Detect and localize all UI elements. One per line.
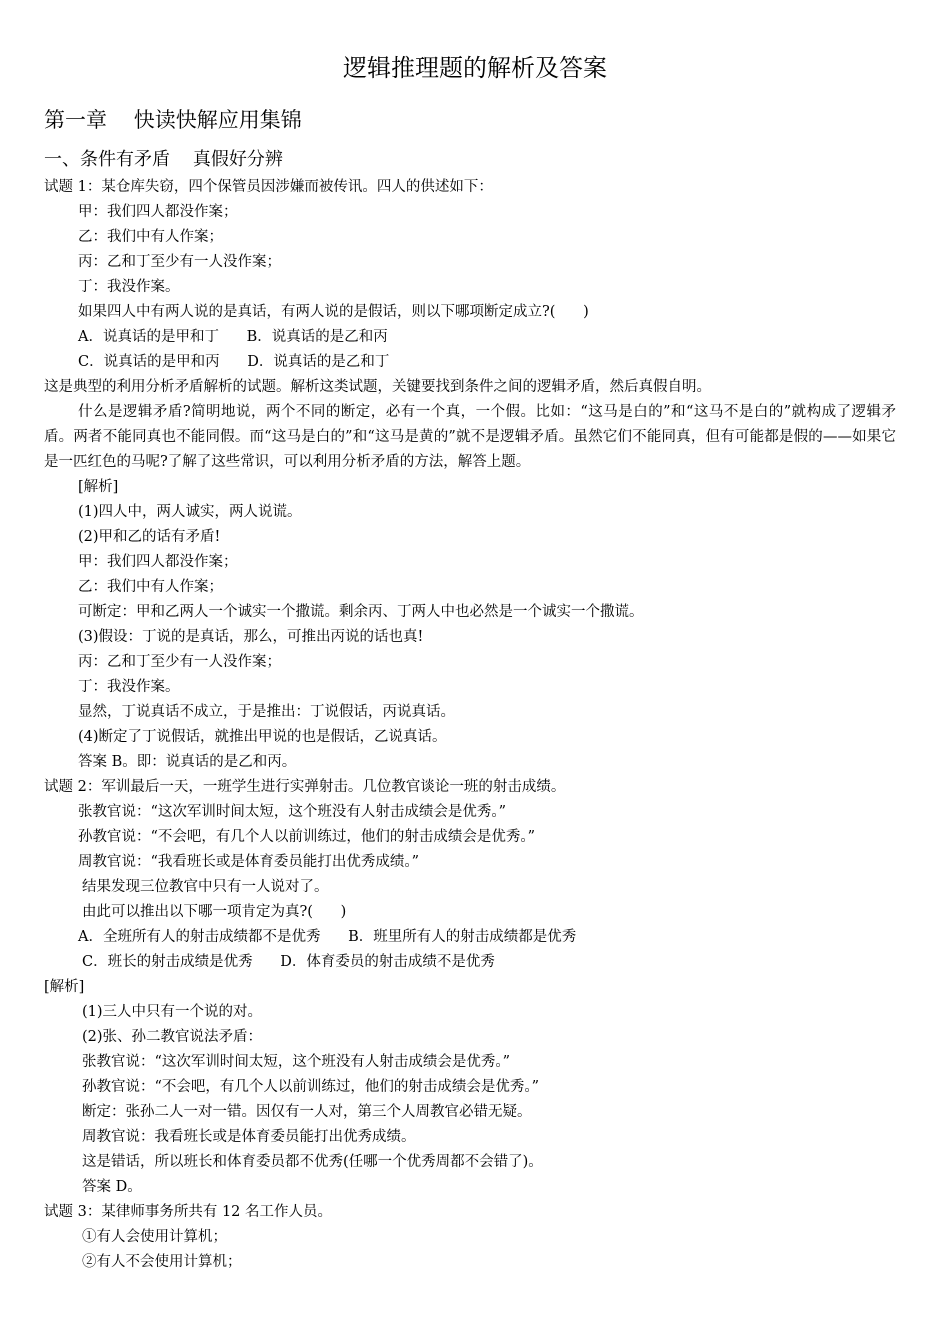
q2-result: 结果发现三位教官中只有一人说对了。 [82, 879, 329, 895]
q1-statement-yi: 乙：我们中有人作案； [78, 229, 223, 245]
q1-statement-ding: 丁：我没作案。 [78, 279, 180, 295]
question-3-intro: 试题 3：某律师事务所共有 12 名工作人员。 [44, 1204, 333, 1220]
q2-analysis-step-1: (1)三人中只有一个说的对。 [82, 1004, 263, 1020]
q1-analysis-step-4: (4)断定了丁说假话，就推出甲说的也是假话，乙说真话。 [78, 729, 447, 745]
q1-analysis-step-2: (2)甲和乙的话有矛盾! [78, 529, 221, 545]
q1-statement-jia: 甲：我们四人都没作案； [78, 204, 238, 220]
q2-answer: 答案 D。 [82, 1179, 142, 1195]
document-body [0, 175, 950, 1275]
q3-statement-1: ①有人会使用计算机； [82, 1229, 227, 1245]
q2-analysis-label: [解析] [44, 979, 85, 995]
q1-question: 如果四人中有两人说的是真话，有两人说的是假话，则以下哪项断定成立?( ) [78, 304, 589, 320]
q1-analysis-yi: 乙：我们中有人作案； [78, 579, 223, 595]
q2-zhou-statement: 周教官说：“我看班长或是体育委员能打出优秀成绩。” [78, 854, 420, 870]
q1-answer: 答案 B。即：说真话的是乙和丙。 [78, 754, 297, 770]
question-2-intro: 试题 2：军训最后一天，一班学生进行实弹射击。几位教官谈论一班的射击成绩。 [44, 779, 566, 795]
q1-note: 这是典型的利用分析矛盾解析的试题。解析这类试题，关键要找到条件之间的逻辑矛盾，然后真假自明。 [44, 379, 711, 395]
q1-statement-bing: 丙：乙和丁至少有一人没作案； [78, 254, 281, 270]
q2-options-cd: C．班长的射击成绩是优秀 D．体育委员的射击成绩不是优秀 [82, 954, 495, 970]
q2-question: 由此可以推出以下哪一项肯定为真?( ) [82, 904, 347, 920]
q2-analysis-conclusion: 断定：张孙二人一对一错。因仅有一人对，第三个人周教官必错无疑。 [82, 1104, 532, 1120]
q1-options-ab: A．说真话的是甲和丁 B．说真话的是乙和丙 [78, 329, 388, 345]
q1-analysis-bing: 丙：乙和丁至少有一人没作案； [78, 654, 281, 670]
q1-analysis-step-3: (3)假设：丁说的是真话，那么，可推出丙说的话也真! [78, 629, 424, 645]
question-1-intro: 试题 1：某仓库失窃，四个保管员因涉嫌而被传讯。四人的供述如下： [44, 179, 493, 195]
q3-statement-2: ②有人不会使用计算机； [82, 1254, 242, 1270]
q1-analysis-conclusion-2: 显然，丁说真话不成立，于是推出：丁说假话，丙说真话。 [78, 704, 455, 720]
q2-analysis-zhou: 周教官说：我看班长或是体育委员能打出优秀成绩。 [82, 1129, 416, 1145]
q1-analysis-ding: 丁：我没作案。 [78, 679, 180, 695]
q1-explanation-paragraph: 什么是逻辑矛盾?简明地说，两个不同的断定，必有一个真，一个假。比如：“这马是白的”和“这马不是白的”就构成了逻辑矛盾。两者不能同真也不能同假。而“这马是白的”和“这马是黄的”就不是逻辑矛盾。虽然它们不能同真，但有可能都是假的——如果它是一匹红色的马呢?了解了这些常识，可以利用分析矛盾的方法，解答上题。 [44, 404, 896, 470]
q2-analysis-zhang: 张教官说：“这次军训时间太短，这个班没有人射击成绩会是优秀。” [82, 1054, 511, 1070]
q2-analysis-sun: 孙教官说：“不会吧，有几个人以前训练过，他们的射击成绩会是优秀。” [82, 1079, 540, 1095]
q1-analysis-conclusion-1: 可断定：甲和乙两人一个诚实一个撒谎。剩余丙、丁两人中也必然是一个诚实一个撒谎。 [78, 604, 644, 620]
document-title: 逻辑推理题的解析及答案 [343, 54, 607, 82]
q2-analysis-step-2: (2)张、孙二教官说法矛盾： [82, 1029, 263, 1045]
section-heading: 一、条件有矛盾 真假好分辨 [44, 149, 283, 170]
q2-zhang-statement: 张教官说：“这次军训时间太短，这个班没有人射击成绩会是优秀。” [78, 804, 507, 820]
chapter-heading: 第一章 快读快解应用集锦 [44, 108, 302, 132]
q1-analysis-label: [解析] [78, 479, 119, 495]
q1-analysis-jia: 甲：我们四人都没作案； [78, 554, 238, 570]
q1-analysis-step-1: (1)四人中，两人诚实，两人说谎。 [78, 504, 302, 520]
q1-options-cd: C．说真话的是甲和丙 D．说真话的是乙和丁 [78, 354, 390, 370]
q2-analysis-wrong: 这是错话，所以班长和体育委员都不优秀(任哪一个优秀周都不会错了)。 [82, 1154, 543, 1170]
q2-options-ab: A．全班所有人的射击成绩都不是优秀 B．班里所有人的射击成绩都是优秀 [78, 929, 577, 945]
q2-sun-statement: 孙教官说：“不会吧，有几个人以前训练过，他们的射击成绩会是优秀。” [78, 829, 536, 845]
